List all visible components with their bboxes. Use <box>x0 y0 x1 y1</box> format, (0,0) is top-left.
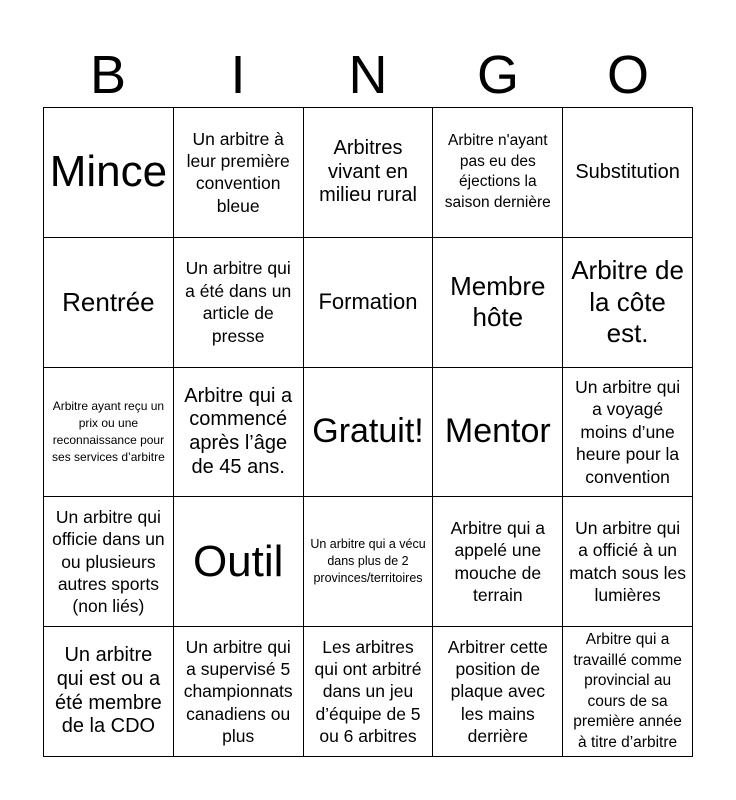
bingo-cell[interactable]: Formation <box>304 238 434 368</box>
bingo-cell[interactable]: Arbitre de la côte est. <box>563 238 693 368</box>
bingo-cell[interactable]: Un arbitre qui a été dans un article de presse <box>174 238 304 368</box>
bingo-cell[interactable]: Arbitre qui a travaillé comme provincial au cours de sa première année à titre d’arbitre <box>563 627 693 757</box>
bingo-cell[interactable]: Gratuit! <box>304 368 434 498</box>
bingo-cell[interactable]: Arbitres vivant en milieu rural <box>304 108 434 238</box>
title-letter-n: N <box>348 45 388 105</box>
bingo-cell[interactable]: Membre hôte <box>433 238 563 368</box>
bingo-cell[interactable]: Un arbitre qui officie dans un ou plusieurs autres sports (non liés) <box>44 497 174 627</box>
bingo-cell[interactable]: Arbitre qui a commencé après l’âge de 45 ans. <box>174 368 304 498</box>
bingo-cell[interactable]: Arbitre qui a appelé une mouche de terrain <box>433 497 563 627</box>
bingo-cell[interactable]: Les arbitres qui ont arbitré dans un jeu d’équipe de 5 ou 6 arbitres <box>304 627 434 757</box>
bingo-title <box>43 44 693 106</box>
bingo-cell[interactable]: Arbitrer cette position de plaque avec les mains derrière <box>433 627 563 757</box>
bingo-cell[interactable]: Un arbitre à leur première convention bleue <box>174 108 304 238</box>
bingo-cell[interactable]: Outil <box>174 497 304 627</box>
bingo-cell[interactable]: Un arbitre qui a officié à un match sous les lumières <box>563 497 693 627</box>
title-letter-b: B <box>89 45 127 105</box>
bingo-cell[interactable]: Mince <box>44 108 174 238</box>
bingo-cell[interactable]: Un arbitre qui a voyagé moins d’une heure pour la convention <box>563 368 693 498</box>
bingo-cell[interactable]: Arbitre ayant reçu un prix ou une reconnaissance pour ses services d’arbitre <box>44 368 174 498</box>
bingo-cell[interactable]: Un arbitre qui est ou a été membre de la CDO <box>44 627 174 757</box>
bingo-cell[interactable]: Substitution <box>563 108 693 238</box>
title-letter-o: O <box>606 45 649 105</box>
bingo-cell[interactable]: Un arbitre qui a supervisé 5 championnats canadiens ou plus <box>174 627 304 757</box>
bingo-cell[interactable]: Rentrée <box>44 238 174 368</box>
bingo-cell[interactable]: Arbitre n'ayant pas eu des éjections la saison dernière <box>433 108 563 238</box>
bingo-board <box>43 107 693 757</box>
title-letter-g: G <box>476 45 519 105</box>
bingo-cell[interactable]: Mentor <box>433 368 563 498</box>
bingo-cell[interactable]: Un arbitre qui a vécu dans plus de 2 provinces/territoires <box>304 497 434 627</box>
title-letter-i: I <box>230 45 246 105</box>
